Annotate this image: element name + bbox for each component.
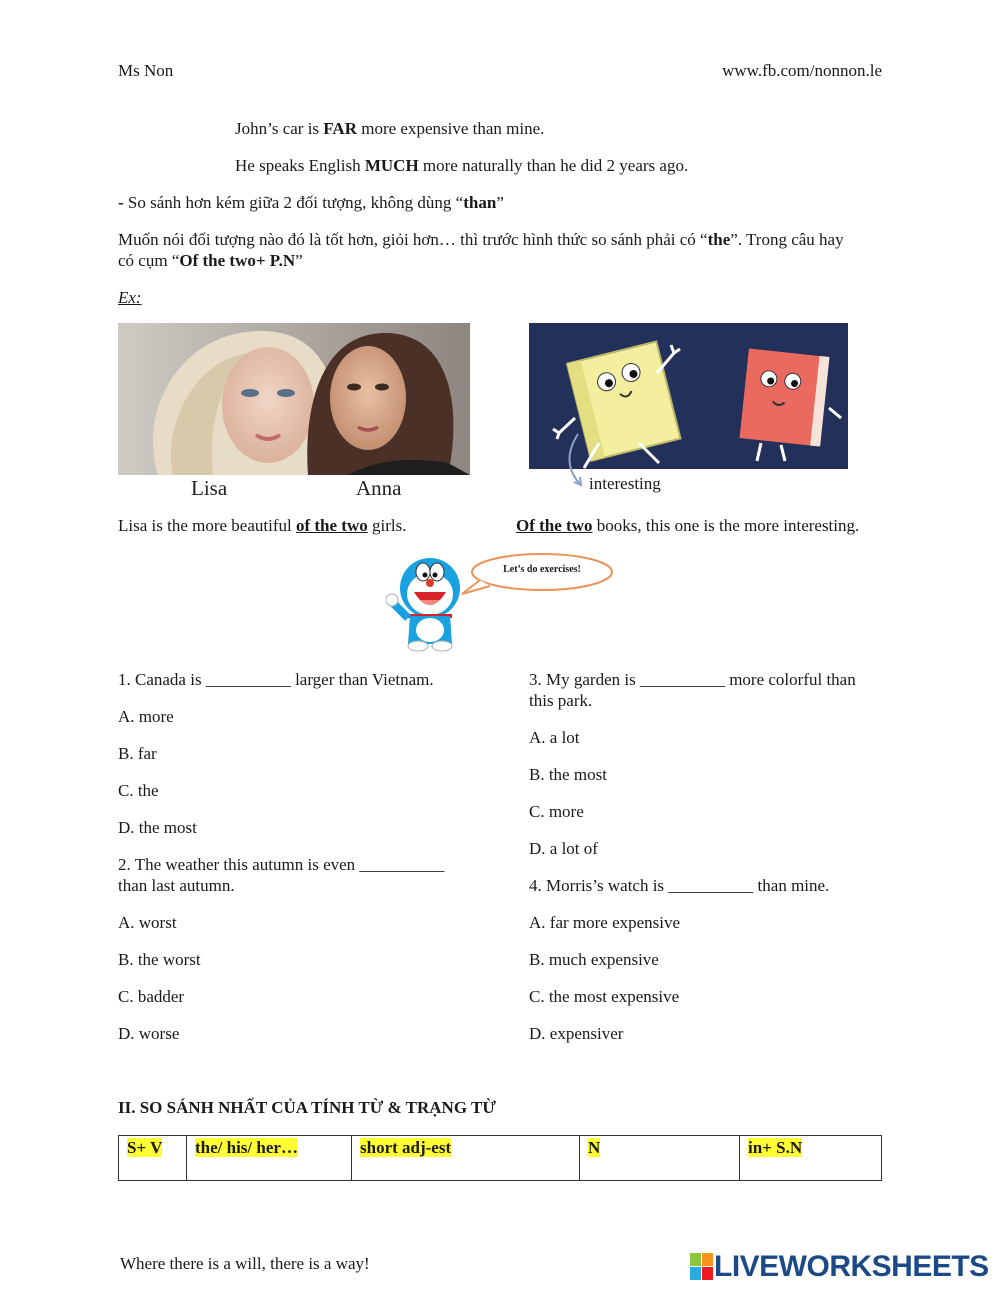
question-3-cont: this park. — [529, 691, 593, 710]
option-3d[interactable]: D. a lot of — [529, 839, 598, 858]
option-1b[interactable]: B. far — [118, 744, 157, 763]
liveworksheets-logo-text: LIVEWORKSHEETS — [714, 1250, 989, 1283]
header-author: Ms Non — [118, 61, 174, 80]
doraemon-mascot-icon — [386, 556, 470, 657]
women-photo — [118, 323, 470, 475]
option-2d[interactable]: D. worse — [118, 1024, 180, 1043]
rule-desc-line1: Muốn nói đối tượng nào đó là tốt hơn, giỏi hơn… thì trước hình thức so sánh phải có “the”. Trong câu hay — [118, 230, 844, 249]
liveworksheets-logo-icon — [690, 1253, 714, 1281]
option-2b[interactable]: B. the worst — [118, 950, 201, 969]
caption-anna: Anna — [356, 476, 402, 500]
option-2a[interactable]: A. worst — [118, 913, 177, 932]
question-2: 2. The weather this autumn is even __________ — [118, 855, 445, 874]
section-2-title: II. SO SÁNH NHẤT CỦA TÍNH TỪ & TRẠNG TỪ — [118, 1098, 496, 1117]
header-website: www.fb.com/nonnon.le — [722, 61, 882, 80]
caption-lisa: Lisa — [191, 476, 228, 500]
option-1a[interactable]: A. more — [118, 707, 174, 726]
example-much: He speaks English MUCH more naturally than he did 2 years ago. — [235, 156, 689, 175]
superlative-formula-table — [118, 1135, 882, 1181]
option-3b[interactable]: B. the most — [529, 765, 607, 784]
option-4b[interactable]: B. much expensive — [529, 950, 659, 969]
option-4d[interactable]: D. expensiver — [529, 1024, 624, 1043]
sentence-lisa: Lisa is the more beautiful of the two girls. — [118, 516, 407, 535]
formula-cell: the/ his/ her… — [187, 1136, 352, 1181]
question-2-cont: than last autumn. — [118, 876, 235, 895]
speech-bubble-text: Let’s do exercises! — [503, 564, 581, 575]
option-4a[interactable]: A. far more expensive — [529, 913, 681, 932]
formula-cell: in+ S.N — [740, 1136, 882, 1181]
question-1: 1. Canada is __________ larger than Vietnam. — [118, 670, 434, 689]
speech-bubble — [460, 550, 615, 598]
formula-cell: N — [580, 1136, 740, 1181]
option-4c[interactable]: C. the most expensive — [529, 987, 680, 1006]
rule-no-than: - So sánh hơn kém giữa 2 đối tượng, không dùng “than” — [118, 193, 504, 212]
question-4: 4. Morris’s watch is __________ than mine. — [529, 876, 830, 895]
formula-cell: short adj-est — [352, 1136, 580, 1181]
option-2c[interactable]: C. badder — [118, 987, 185, 1006]
rule-desc-line2: có cụm “Of the two+ P.N” — [118, 251, 303, 270]
option-1c[interactable]: C. the — [118, 781, 159, 800]
option-3a[interactable]: A. a lot — [529, 728, 580, 747]
footer-quote: Where there is a will, there is a way! — [120, 1254, 370, 1273]
option-1d[interactable]: D. the most — [118, 818, 197, 837]
sentence-books: Of the two books, this one is the more interesting. — [516, 516, 860, 535]
caption-interesting: interesting — [589, 474, 661, 493]
formula-cell: S+ V — [119, 1136, 187, 1181]
example-far: John’s car is FAR more expensive than mine. — [235, 119, 545, 138]
question-3: 3. My garden is __________ more colorful than — [529, 670, 856, 689]
liveworksheets-logo[interactable] — [690, 1250, 989, 1284]
option-3c[interactable]: C. more — [529, 802, 584, 821]
ex-label: Ex: — [118, 288, 142, 307]
